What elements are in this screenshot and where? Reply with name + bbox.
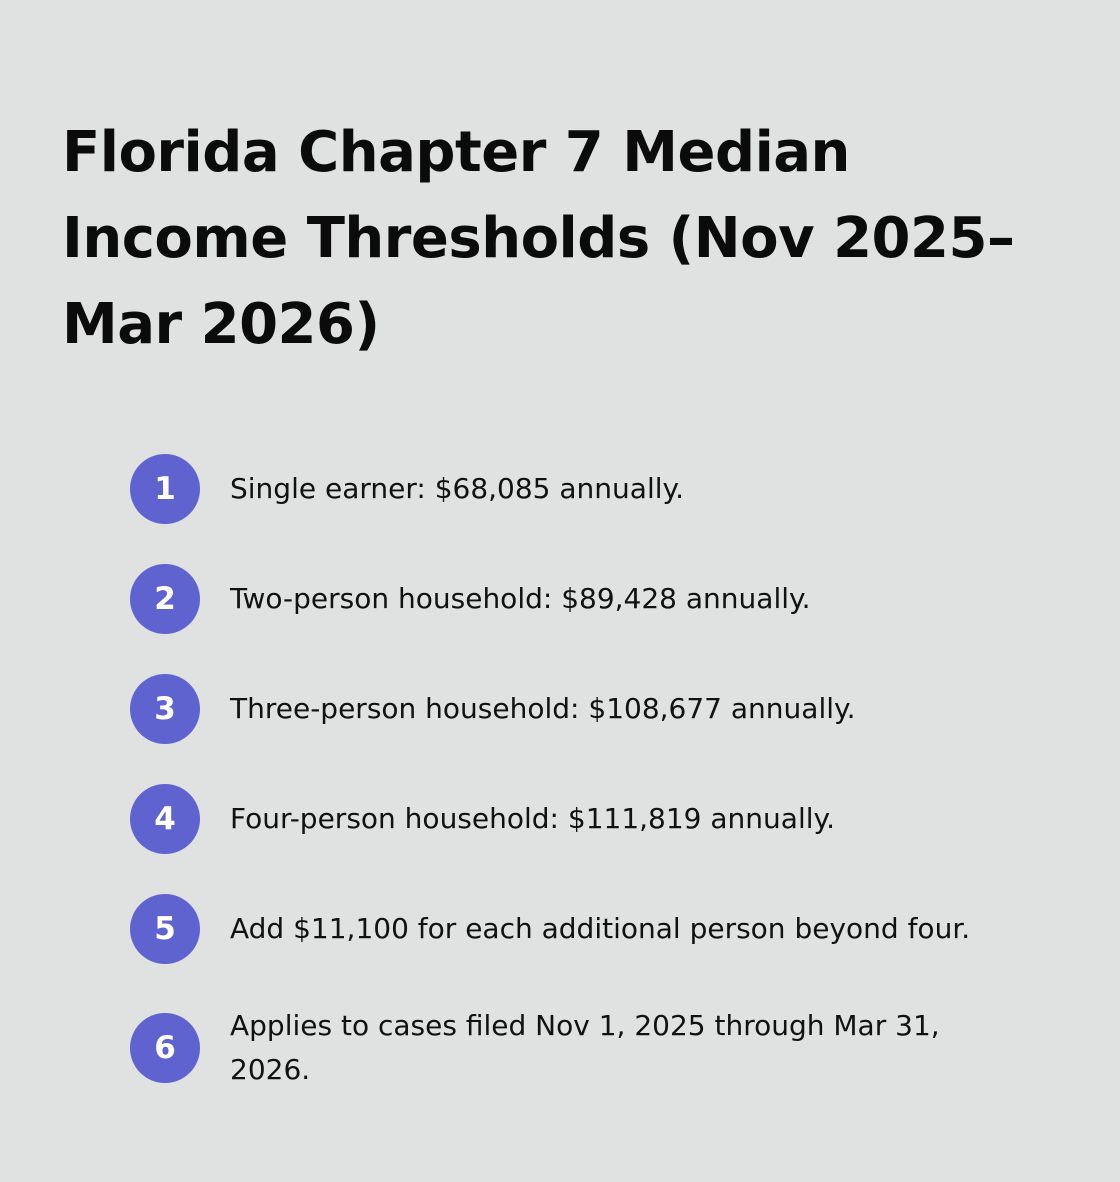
- list-item-text: Add $11,100 for each additional person beyond four.: [230, 912, 971, 945]
- list-item-text: Three-person household: $108,677 annually.: [230, 692, 856, 725]
- number-badge: 2: [130, 564, 200, 634]
- number-badge: 3: [130, 674, 200, 744]
- list-item: [130, 454, 1030, 524]
- list-item-text: Four-person household: $111,819 annually.: [230, 802, 835, 835]
- list-item-text: Two-person household: $89,428 annually.: [230, 582, 811, 615]
- number-badge: 4: [130, 784, 200, 854]
- list-item: [130, 674, 1030, 744]
- list-item: [130, 1004, 1030, 1092]
- list-item: [130, 564, 1030, 634]
- number-badge: 6: [130, 1013, 200, 1083]
- list-item-text: Applies to cases filed Nov 1, 2025 through Mar 31, 2026.: [230, 1009, 940, 1086]
- number-badge: 5: [130, 894, 200, 964]
- list-item-text: Single earner: $68,085 annually.: [230, 472, 684, 505]
- number-badge: 1: [130, 454, 200, 524]
- list-item: [130, 894, 1030, 964]
- list-item: [130, 784, 1030, 854]
- page-title: Florida Chapter 7 Median Income Thresholds (Nov 2025– Mar 2026): [62, 120, 1015, 357]
